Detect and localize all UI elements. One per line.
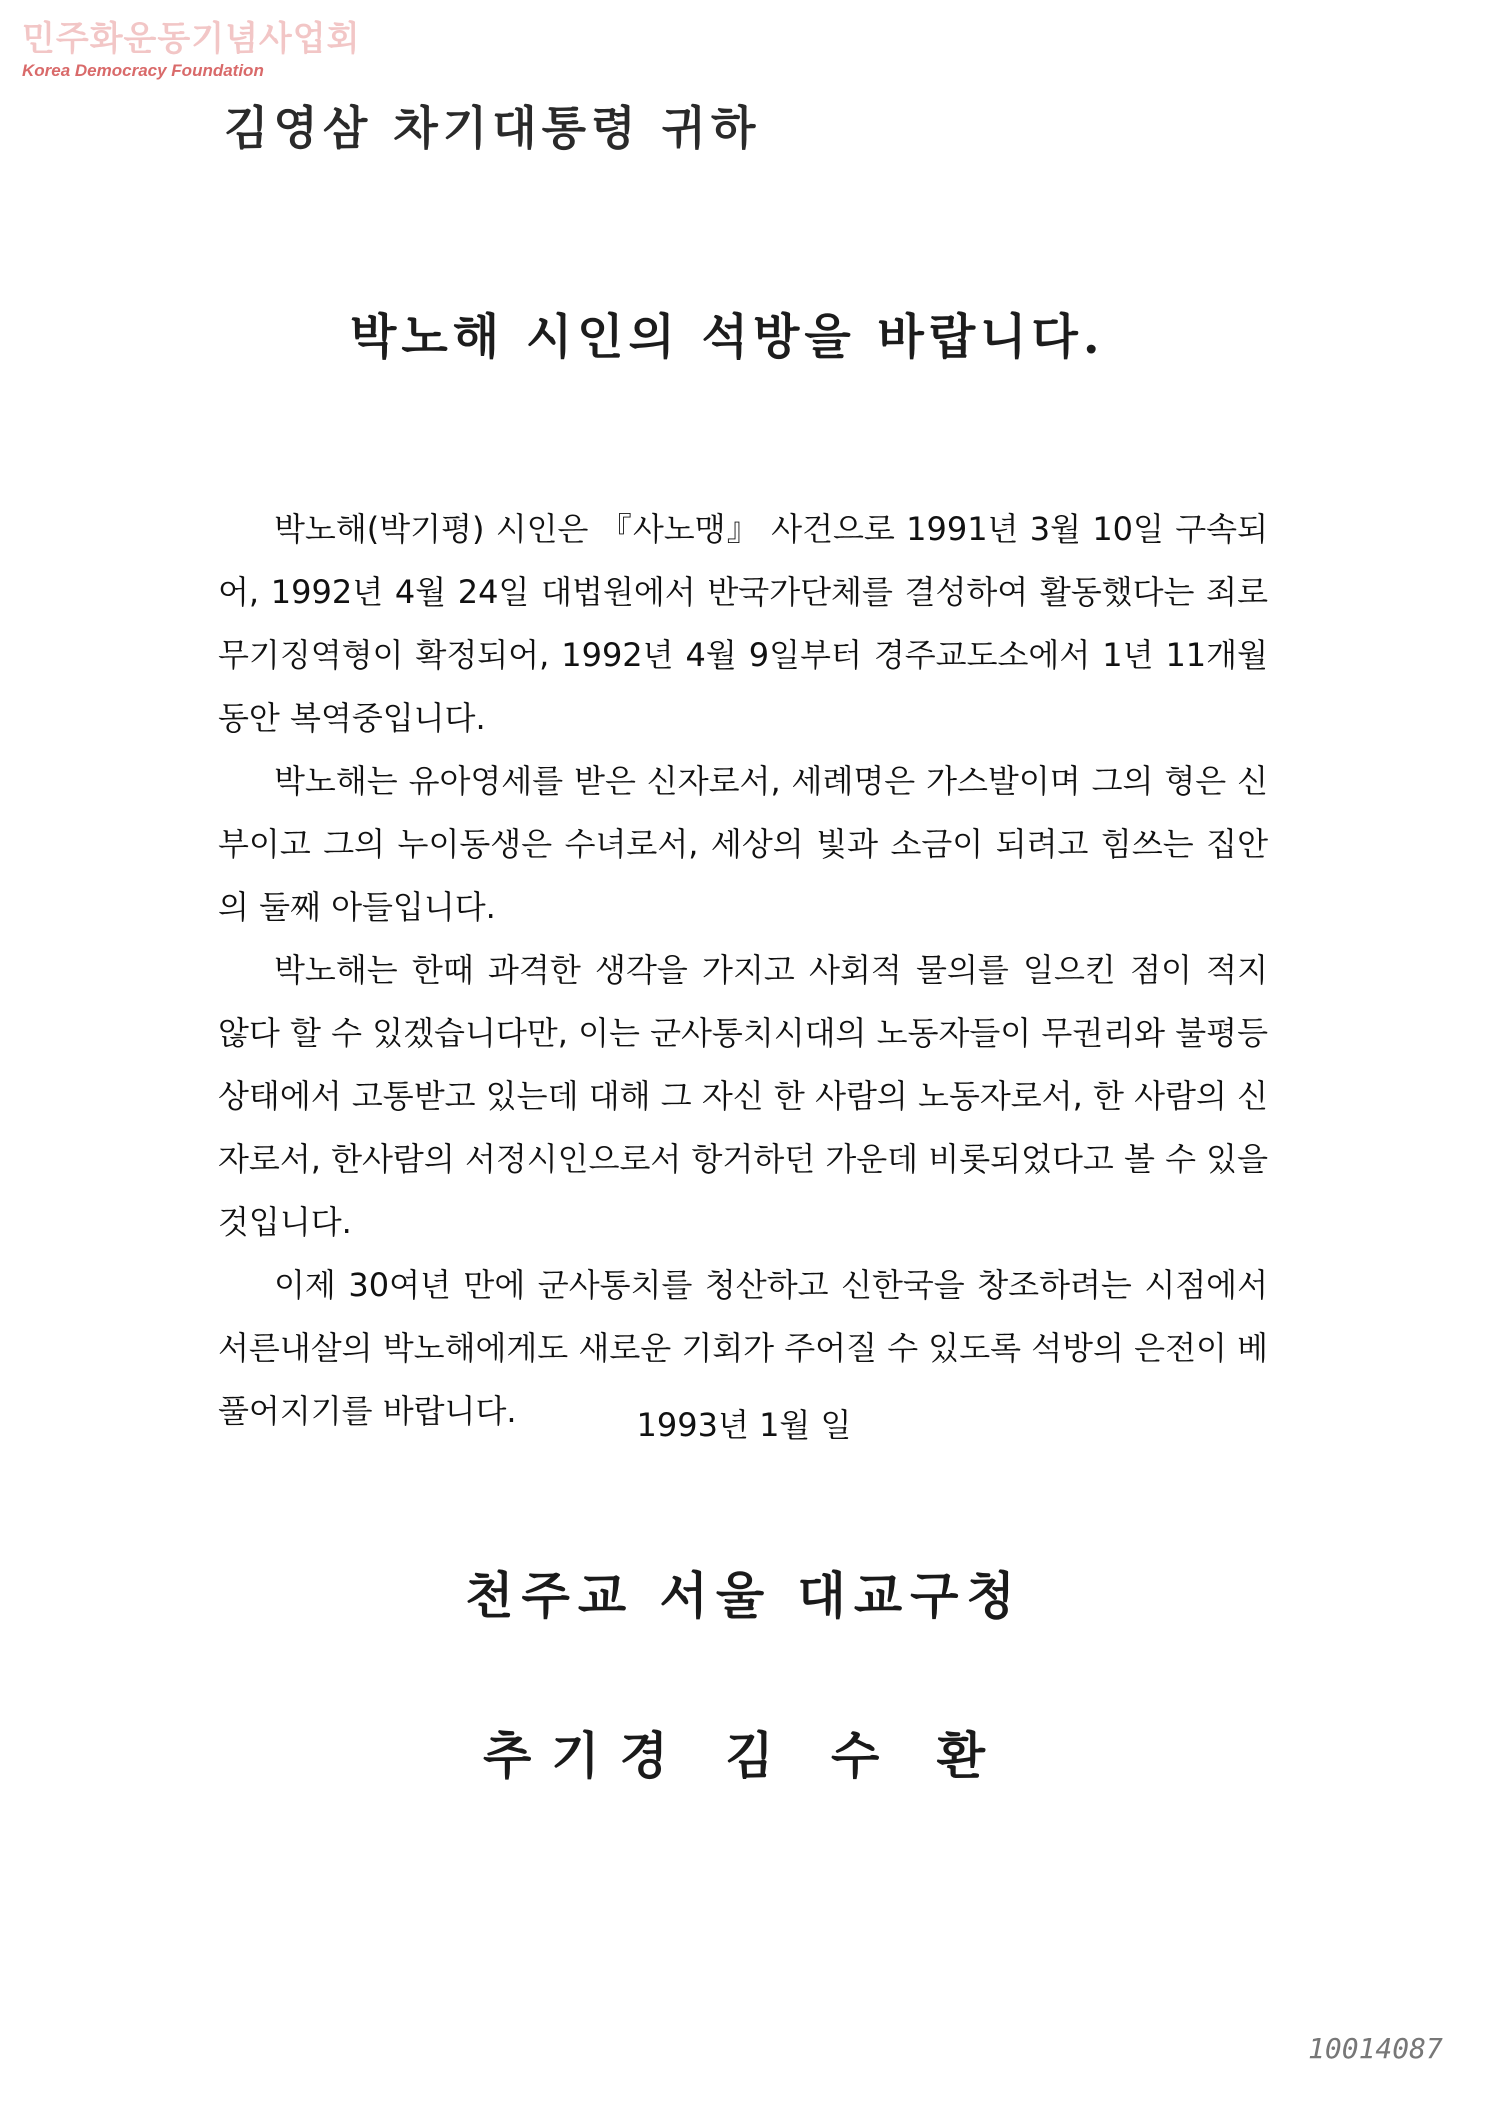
body-paragraph: 박노해는 한때 과격한 생각을 가지고 사회적 물의를 일으킨 점이 적지 않다 할 수 있겠습니다만, 이는 군사통치시대의 노동자들이 무권리와 불평등 상태에서 고통받고 있는데 대해 그 자신 한 사람의 노동자로서, 한 사람의 신자로서, 한사람의 서정시인으로서 항거하던 가운데 비롯되었다고 볼 수 있을 것입니다.: [218, 951, 1268, 1241]
letter-addressee: 김영삼 차기대통령 귀하: [224, 101, 761, 155]
letter-title: 박노해 시인의 석방을 바랍니다.: [350, 309, 1105, 365]
archive-number: 10014087: [1308, 2032, 1443, 2065]
body-paragraph: 이제 30여년 만에 군사통치를 청산하고 신한국을 창조하려는 시점에서 서른내살의 박노해에게도 새로운 기회가 주어질 수 있도록 석방의 은전이 베풀어지기를 바랍니다.: [218, 1266, 1268, 1430]
letter-date: 1993년 1월 일: [636, 1406, 852, 1444]
sender-signature: 추기경 김 수 환: [482, 1726, 1006, 1785]
foundation-watermark: [22, 18, 361, 82]
watermark-korean: 민주화운동기념사업회: [22, 19, 361, 59]
letter-body: [218, 498, 1268, 1443]
watermark-english: Korea Democracy Foundation: [22, 61, 264, 80]
body-paragraph: 박노해(박기평) 시인은 『사노맹』 사건으로 1991년 3월 10일 구속되어, 1992년 4월 24일 대법원에서 반국가단체를 결성하여 활동했다는 죄로 무기징역형이 확정되어, 1992년 4월 9일부터 경주교도소에서 1년 11개월동안 복역중입니다.: [218, 510, 1268, 737]
body-paragraph: 박노해는 유아영세를 받은 신자로서, 세례명은 가스발이며 그의 형은 신부이고 그의 누이동생은 수녀로서, 세상의 빛과 소금이 되려고 힘쓰는 집안의 둘째 아들입니다.: [218, 762, 1268, 926]
sender-organization: 천주교 서울 대교구청: [465, 1566, 1023, 1625]
